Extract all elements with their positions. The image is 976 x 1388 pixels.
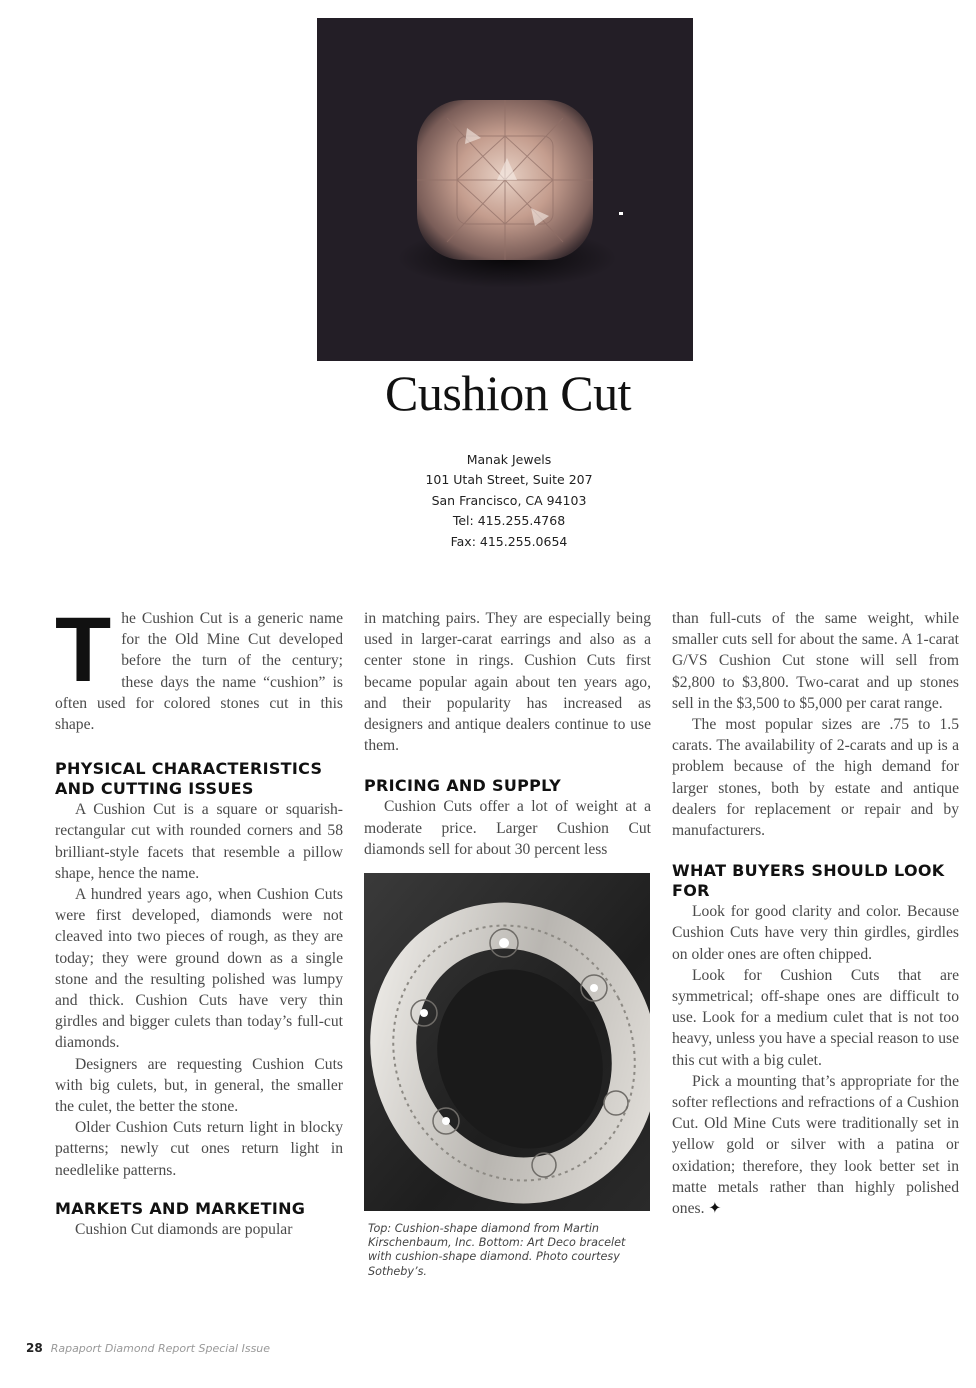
buyers-paragraph-last (672, 1071, 959, 1219)
physical-paragraph: A hundred years ago, when Cushion Cuts were first developed, diamonds were not cleaved into two pieces of rough, as they are today; they were ground down as a single stone and the resulting polished was lumpy and thick. Cushion Cuts have very thin girdles and bigger culets than today’s full-cut diamonds. (55, 886, 343, 1052)
street-address: 101 Utah Street, Suite 207 (425, 472, 593, 488)
page-number: 28 (26, 1341, 43, 1355)
markets-paragraph-cont: in matching pairs. They are especially being used in larger-carat earrings and also as a center stone in rings. Cushion Cuts first became popular again about ten years ago, and their popularity has increased as designers and antique dealers continue to use them. (364, 610, 651, 755)
intro-paragraph (55, 599, 343, 735)
column-1 (55, 599, 343, 1240)
physical-paragraph: Designers are requesting Cushion Cuts with big culets, but, in general, the smaller the culet, the better the stone. (55, 1055, 343, 1116)
markets-paragraph-start: Cushion Cut diamonds are popular (75, 1220, 293, 1238)
column-2 (364, 608, 651, 860)
buyers-paragraph: Look for good clarity and color. Because Cushion Cuts have very thin girdles, girdles on older ones are often chipped. (672, 903, 959, 963)
physical-paragraph: Older Cushion Cuts return light in blocky patterns; newly cut ones return light in needlelike patterns. (55, 1119, 343, 1179)
photo-caption: Top: Cushion-shape diamond from Martin Kirschenbaum, Inc. Bottom: Art Deco bracelet with cushion-shape diamond. Photo courtesy Sotheby’s. (368, 1222, 626, 1278)
cushion-diamond-photo (317, 18, 693, 361)
heading-pricing: PRICING AND SUPPLY (364, 776, 562, 796)
heading-markets: MARKETS AND MARKETING (55, 1198, 306, 1218)
address-block (300, 450, 718, 552)
article-title: Cushion Cut (385, 365, 631, 421)
pricing-paragraph-cont: than full-cuts of the same weight, while smaller cuts sell for about the same. A 1-carat G/VS Cushion Cut stone will sell from $2,800 to $3,800. Two-carat and up stones sell in the $3,500 to $5,000 per carat range. (672, 610, 959, 712)
pricing-paragraph-start: Cushion Cuts offer a lot of weight at a moderate price. Larger Cushion Cut diamonds sell for about 30 percent less (364, 798, 651, 858)
buyers-paragraph: Look for Cushion Cuts that are symmetrical; off-shape ones are difficult to use. Look for a medium culet that is not too heavy, unless you have a special reason to use this cut with a big culet. (672, 966, 959, 1069)
city-address: San Francisco, CA 94103 (431, 492, 587, 508)
buyers-last-text: Pick a mounting that’s appropriate for the softer reflections and refractions of a Cushion Cut. Old Mine Cuts were traditionally set in yellow gold or silver with a patina or oxidation; therefore, they look better set in matte metals rather than highly polished ones. (672, 1072, 959, 1218)
telephone: Tel: 415.255.4768 (452, 513, 566, 529)
pricing-paragraph: The most popular sizes are .75 to 1.5 carats. The availability of 2-carats and up is a problem because of the high demand for larger stones, both by estate and antique dealers for replacement or repair and by manufacturers. (672, 716, 959, 840)
column-3 (672, 608, 959, 1219)
heading-buyers: WHAT BUYERS SHOULD LOOK FOR (672, 861, 945, 901)
company-name: Manak Jewels (466, 452, 552, 467)
heading-physical: PHYSICAL CHARACTERISTICS AND CUTTING ISSUES (55, 759, 323, 799)
cushion-diamond-image (317, 18, 693, 361)
bracelet-photo (364, 873, 650, 1211)
fax: Fax: 415.255.0654 (450, 533, 568, 549)
intro-text: he Cushion Cut is a generic name for the Old Mine Cut developed before the turn of the century; these days the name “cushion” is often used for colored stones cut in this shape. (55, 610, 343, 734)
drop-cap: T (55, 599, 112, 701)
page-footer (26, 1341, 270, 1355)
art-deco-bracelet-image (364, 873, 650, 1211)
end-mark-icon: ✦ (708, 1200, 722, 1218)
physical-paragraph: A Cushion Cut is a square or squarish-rectangular cut with rounded corners and 58 brilliant-style facets that resemble a pillow shape, hence the name. (55, 801, 343, 882)
publication-name: Rapaport Diamond Report Special Issue (50, 1342, 271, 1355)
